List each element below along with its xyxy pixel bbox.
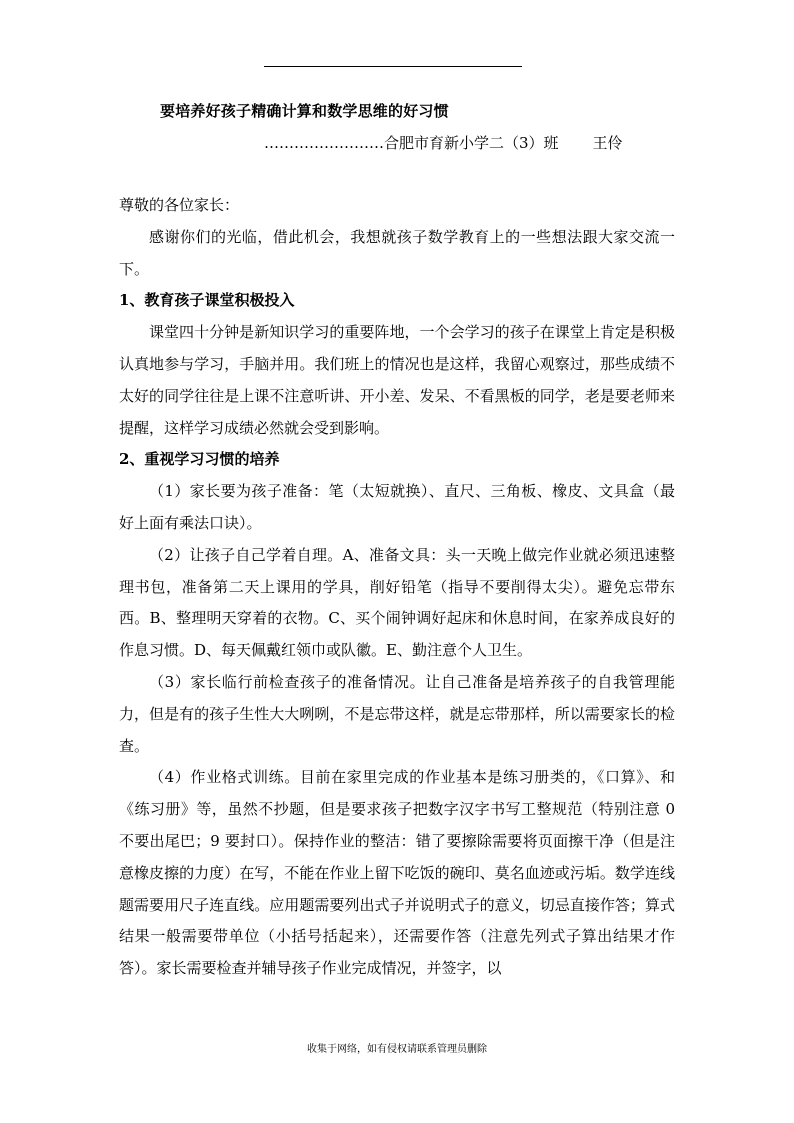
byline bbox=[264, 132, 623, 153]
page-footer: 收集于网络，如有侵权请联系管理员删除 bbox=[307, 1044, 487, 1055]
paragraph: （2）让孩子自己学着自理。A、准备文具：头一天晚上做完作业就必须迅速整理书包，准备第二天上课用的学具，削好铅笔（指导不要削得太尖）。避免忘带东西。B、整理明天穿着的衣物。C、买个闹钟调好起床和休息时间，在家养成良好的作息习惯。D、每天佩戴红领巾或队徽。E、勤注意个人卫生。 bbox=[119, 545, 675, 660]
paragraph: （1）家长要为孩子准备：笔（太短就换）、直尺、三角板、橡皮、文具盒（最好上面有乘法口诀）。 bbox=[119, 482, 675, 532]
section-heading: 1、教育孩子课堂积极投入 bbox=[119, 291, 295, 310]
section-heading: 2、重视学习习惯的培养 bbox=[119, 450, 280, 469]
document-body bbox=[119, 190, 675, 985]
paragraph: （3）家长临行前检查孩子的准备情况。让自己准备是培养孩子的自我管理能力，但是有的孩子生性大大咧咧，不是忘带这样，就是忘带那样，所以需要家长的检查。 bbox=[119, 672, 675, 755]
salutation: 尊敬的各位家长： bbox=[119, 196, 240, 214]
document-title: 要培养好孩子精确计算和数学思维的好习惯 bbox=[160, 102, 449, 120]
byline-author: 王伶 bbox=[592, 134, 623, 152]
paragraph: （4）作业格式训练。目前在家里完成的作业基本是练习册类的，《口算》、和《练习册》等，虽然不抄题，但是要求孩子把数字汉字书写工整规范（特别注意 0 不要出尾巴；9 要封口）。保持作业的整洁：错了要擦除需要将页面擦干净（但是注意橡皮擦的力度）在写，不能在作业上留下吃饭的碗印、莫名血迹或污垢。数学连线题需要用尺子连直线。应用题需要列出式子并说明式子的意义，切忌直接作答；算式结果一般需要带单位（小括号括起来），还需要作答（注意先列式子算出结果才作答）。家长需要检查并辅导孩子作业完成情况，并签字，以 bbox=[119, 768, 675, 978]
byline-school: ……………………合肥市育新小学二（3）班 bbox=[264, 134, 559, 152]
paragraph: 课堂四十分钟是新知识学习的重要阵地，一个会学习的孩子在课堂上肯定是积极认真地参与学习，手脑并用。我们班上的情况也是这样，我留心观察过，那些成绩不太好的同学往往是上课不注意听讲、开小差、发呆、不看黑板的同学，老是要老师来提醒，这样学习成绩必然就会受到影响。 bbox=[119, 323, 675, 437]
header-rule bbox=[264, 66, 522, 67]
intro-paragraph: 感谢你们的光临，借此机会，我想就孩子数学教育上的一些想法跟大家交流一下。 bbox=[119, 227, 675, 278]
